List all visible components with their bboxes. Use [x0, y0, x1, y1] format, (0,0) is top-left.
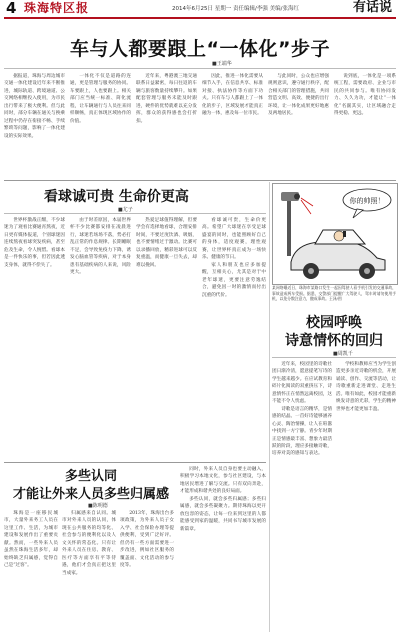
- article1-column-6: 说到底，一体化是一项系统工程，需要政府、企业与市民的共同参与。唯有协同发力、久久为功，才能让“一体化”名副其实，让区域融合走得更稳、更远。: [334, 74, 396, 117]
- article1-rule: [4, 68, 396, 69]
- section-title: 有话说: [352, 0, 392, 15]
- page-number: 4: [6, 0, 17, 17]
- article2-rule: [4, 213, 266, 214]
- dateline: 2014年6月25日 星期一 责任编辑/李强 美编/张海红: [172, 6, 299, 12]
- article3-column-2: 学校和教师应当为学生创造更多亲近诗歌的机会，开展诵读、创作、交流等活动，让诗歌重新走进课堂、走进生活。唯有如此，校园才能重新焕发诗意的光彩，学生的精神世界也才能更加丰盈。: [336, 362, 396, 412]
- article1-column-5: 与此同时，公众也应增强规则意识，遵守通行秩序，配合相关部门的管理措施，共同营造文明、高效、便捷的出行环境，让一体化成果更好地惠及两地居民。: [268, 74, 329, 117]
- cartoon-speech-text: 你的帅照！: [349, 197, 385, 205]
- article2-column-2: 由于时差原因，本届世界杯不少比赛都安排在凌晨进行，球迷若场场不落，势必打乱正常的作息规律。长期睡眠不足，会导致免疫力下降，诱发心脑血管等疾病，对于本身患有基础疾病的人来说，风险更大。: [70, 218, 131, 276]
- section-divider: [4, 180, 396, 181]
- article3-column-1: 近年来，校园里的诗歌社团日渐冷清，愿意提笔写诗的学生越来越少。在应试教育和碎片化阅读的双重挤压下，诗意情怀正在悄然远离校园，这不能不令人忧虑。 诗歌是语言的精华，是情感的结晶。一首好诗能够涵养心灵、陶冶情操，让人在喧嚣中找到一方宁静。青少年时期正是情感最丰富、想象力最活跃的阶段，理应多接触诗歌，培养对美的感知与表达。: [272, 362, 332, 457]
- article3-headline-line2: 诗意情怀的回归: [285, 333, 383, 349]
- article4-column-3: 2013年，珠海出台多项政策，为外来人员子女入学、社会保险办理等提供便利，受到广泛好评。但仍有一些方面需要进一步改进，例如社区服务的覆盖面、文化活动的参与度等。: [120, 511, 174, 569]
- article1-column-2: 一体化不仅是道路的连通，更是管理与服务的协同。车要跟上，人也要跟上。相关部门应当统一标准、简化流程，让车辆通行与人员往来同样顺畅，真正体现区域协作的价值。: [70, 74, 131, 124]
- article4-column-1: 珠海是一座移民城市，大量外来务工人员在这里工作、生活，为城市建设和发展作出了重要贡献。然而，一些外来人员虽然在珠海生活多年，却始终缺乏归属感，觉得自己是“过客”。: [4, 511, 58, 569]
- newspaper-masthead: 珠海特区报: [24, 1, 90, 15]
- article4-headline-line2: 才能让外来人员多些归属感: [12, 487, 169, 502]
- article3-rule: [272, 357, 396, 358]
- article1-headline: 车与人都要跟上“一体化”步子: [70, 38, 330, 60]
- article4-column-2: 归属感来自认同。城市对外来人员的认同，体现在公共服务的均等化、社会参与的便利化以及人文关怀的常态化。只有让外来人员在住房、教育、医疗等方面享有平等待遇，他们才会真正把这里当成家。: [62, 511, 116, 576]
- article2-column-1: 世界杯激战正酣，不少球迷为了观看比赛通宵熬夜，近日更有媒体报道，个别球迷因连续熬夜看球突发疾病，甚至危及生命，令人惋惜。看球本是一件快乐的事，但若因此透支身体，就得不偿失了。: [4, 218, 65, 268]
- article4-headline-line1: 多些认同: [64, 469, 117, 484]
- article4-byline: ■陈明德: [88, 503, 108, 509]
- cartoon-caption: 某网络曝近日，珠海市某路口发生一起因驾驶人看手机引发的交通事故，事故造成两车受损。据悉，交警部门提醒广大驾驶人，驾车时请勿使用手机，以免分散注意力，酿成事故。王泽/图: [272, 285, 396, 302]
- article2-byline: ■尤子: [118, 207, 133, 213]
- cartoon-drawing: [273, 184, 397, 284]
- article2-headline: 看球诚可贵 生命价更高: [44, 189, 189, 205]
- article1-column-1: 据报道，珠海与周边城市交通一体化建设近年来不断推进，城际轨道、跨境通道、公交网络相继投入使用，为市民出行带来了极大便利。但与此同时，部分车辆在通关与换乘过程中仍存在衔接不畅、手续繁琐等问题，影响了一体化建设的实际效果。: [4, 74, 65, 139]
- article3-headline-line1: 校园呼唤: [306, 315, 362, 331]
- column-divider: [269, 182, 270, 632]
- article1-byline: ■王端华: [212, 61, 232, 67]
- article2-column-4: 看球诚可贵，生命价更高。希望广大球迷在享受足球盛宴的同时，也能照顾好自己的身体，适度观赛，理性观赛，让世界杯真正成为一场快乐、健康的节日。 家人和朋友也应多加提醒，互相关心，尤其是对于中老年球迷，更要注意劳逸结合，避免因一时的激情而付出沉重的代价。: [202, 218, 266, 298]
- article1-column-4: 因此，推进一体化需要从细节入手，在信息共享、标准对接、执法协作等方面下功夫。只有车与人都跟上了一体化的步子，区域发展才能真正融为一体，惠及每一位市民。: [202, 74, 263, 117]
- section-divider-2: [4, 462, 266, 463]
- cartoon-illustration: [272, 183, 398, 285]
- article4-column-4: 同时，外来人员自身也要主动融入，积极学习本地文化，参与社区建设，与本地居民增进了解与交流。只有双向奔赴，才能形成和谐共处的良好局面。 多些认同，就会多些归属感；多些归属感，就会多些凝聚力。期待珠海以更开放包容的姿态，让每一位来到这里的人都能感受到家的温暖，共同书写城市发展的新篇章。: [180, 467, 266, 532]
- article1-column-3: 近年来，粤港澳三地交通联系日益紧密，每日往返的车辆与旅客数量持续攀升。如果配套管理与服务未能及时跟进，硬件的优势就难以充分发挥，群众的获得感也会打折扣。: [136, 74, 197, 124]
- article3-byline: ■周凯千: [333, 351, 353, 357]
- header-rule: [4, 17, 396, 19]
- article2-column-3: 热爱足球值得理解，但要学会有选择地看球，合理安排时间，不要过度饮酒、吸烟，也不要情绪过于激动。比赛可以录播回放，精彩进球可以反复重温，而健康一旦失去，却难以挽回。: [136, 218, 197, 268]
